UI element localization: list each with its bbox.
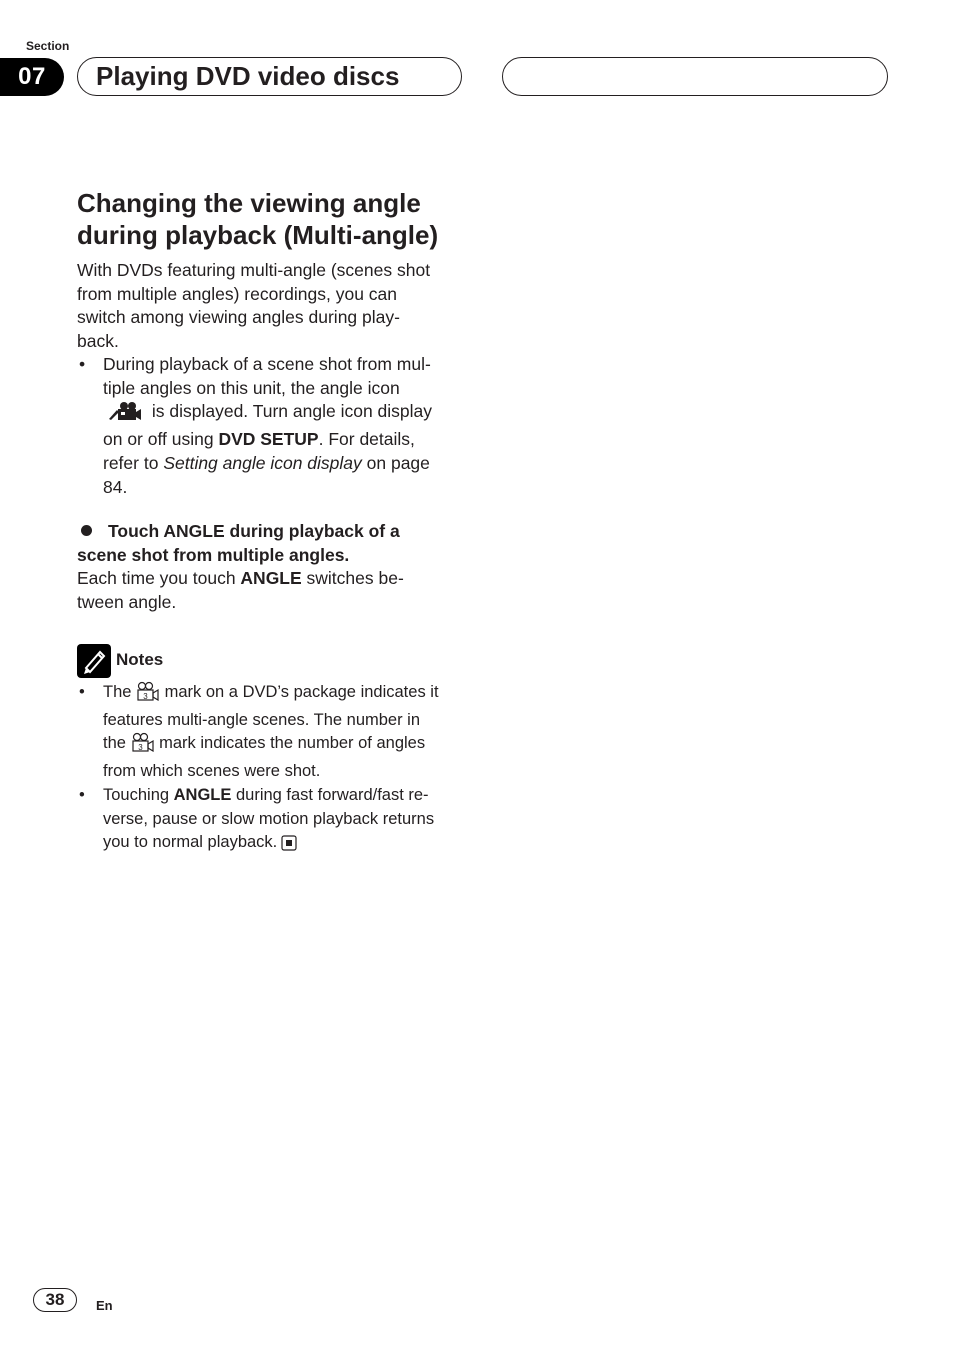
cross-reference: Setting angle icon display [163, 452, 362, 473]
page-title-line-1: Changing the viewing angle [77, 188, 421, 218]
angle-camera-icon [107, 401, 141, 428]
bullet-icon: • [79, 785, 85, 804]
intro-line: With DVDs featuring multi-angle (scenes shot [77, 260, 431, 280]
multi-angle-mark-icon [136, 681, 160, 709]
list-item: • During playback of a scene shot from mul- tiple angles on this unit, the angle icon is displayed. Turn angle icon display on or off using DVD SETUP. For details, refer to Setting angle icon display on page 84. [79, 354, 433, 497]
end-of-section-icon [281, 835, 297, 859]
bullet-icon: • [79, 354, 86, 374]
intro-paragraph [77, 259, 462, 354]
page-title-line-2: during playback (Multi-angle) [77, 220, 439, 250]
list-item: • The 3 mark on a DVD’s package indicates it features multi-angle scenes. The number in the 3 mark indicates the number of angles from which scenes were shot. [79, 683, 439, 781]
step-instruction: Touch ANGLE during playback of a scene shot from multiple angles. [77, 521, 400, 565]
notes-heading: Notes [116, 650, 164, 669]
intro-line: back. [77, 331, 119, 352]
intro-line: from multiple angles) recordings, you can [77, 283, 398, 304]
subsection-title-frame [502, 57, 888, 96]
bullet-icon: • [79, 683, 85, 701]
angle-term: ANGLE [240, 568, 302, 588]
dvd-setup-term: DVD SETUP [218, 429, 319, 450]
list-item: • Touching ANGLE during fast forward/fast re- verse, pause or slow motion playback returns you to normal playback. [77, 784, 462, 859]
section-label: Section [26, 39, 70, 53]
intro-line: switch among viewing angles during play- [77, 307, 400, 328]
notes-pencil-icon [77, 644, 111, 678]
section-title: Playing DVD video discs [96, 61, 400, 91]
page-title [77, 187, 477, 251]
notes-list [77, 681, 462, 859]
page-number: 38 [33, 1288, 77, 1312]
step-bullet-icon [81, 525, 92, 536]
angle-term: ANGLE [173, 785, 232, 804]
step-description: Each time you touch ANGLE switches be- tween angle. [77, 568, 404, 612]
angle-count-text: 3 [143, 692, 148, 701]
multi-angle-mark-icon [131, 732, 155, 760]
angle-count-text: 3 [137, 743, 143, 753]
section-number: 07 [0, 58, 64, 96]
language-label: En [96, 1298, 113, 1313]
